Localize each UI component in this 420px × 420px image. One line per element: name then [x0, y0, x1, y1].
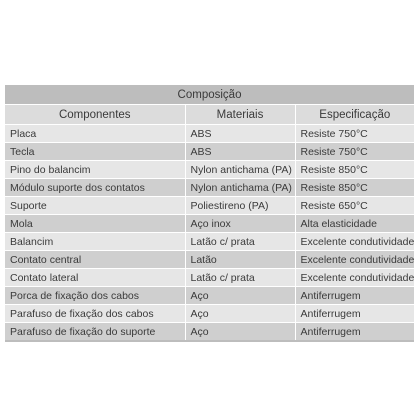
header-especificacao: Especificação: [295, 105, 414, 125]
cell-material: Aço: [185, 305, 295, 323]
cell-material: Latão: [185, 251, 295, 269]
table-row: [5, 233, 414, 251]
table-row: [5, 251, 414, 269]
cell-componente: Pino do balancim: [5, 161, 185, 179]
cell-componente: Parafuso de fixação dos cabos: [5, 305, 185, 323]
cell-especificacao: Resiste 750°C: [295, 125, 414, 143]
table-row: [5, 215, 414, 233]
cell-especificacao: Excelente condutividade: [295, 251, 414, 269]
cell-material: Latão c/ prata: [185, 269, 295, 287]
cell-componente: Balancim: [5, 233, 185, 251]
cell-componente: Mola: [5, 215, 185, 233]
cell-especificacao: Antiferrugem: [295, 287, 414, 305]
cell-material: ABS: [185, 143, 295, 161]
cell-especificacao: Excelente condutividade: [295, 233, 414, 251]
table-title: Composição: [5, 85, 414, 105]
cell-material: Poliestireno (PA): [185, 197, 295, 215]
cell-especificacao: Resiste 850°C: [295, 179, 414, 197]
cell-componente: Módulo suporte dos contatos: [5, 179, 185, 197]
cell-especificacao: Excelente condutividade: [295, 269, 414, 287]
cell-componente: Contato central: [5, 251, 185, 269]
header-materiais: Materiais: [185, 105, 295, 125]
composition-table-container: [5, 85, 414, 342]
cell-componente: Contato lateral: [5, 269, 185, 287]
table-bottom-border: [5, 340, 414, 342]
table-row: [5, 161, 414, 179]
composition-table: [5, 85, 414, 340]
table-row: [5, 143, 414, 161]
cell-material: Latão c/ prata: [185, 233, 295, 251]
cell-componente: Placa: [5, 125, 185, 143]
table-row: [5, 287, 414, 305]
cell-componente: Tecla: [5, 143, 185, 161]
cell-componente: Suporte: [5, 197, 185, 215]
cell-especificacao: Resiste 750°C: [295, 143, 414, 161]
cell-material: Nylon antichama (PA): [185, 161, 295, 179]
table-title-row: [5, 85, 414, 105]
cell-especificacao: Resiste 650°C: [295, 197, 414, 215]
table-row: [5, 179, 414, 197]
cell-especificacao: Antiferrugem: [295, 323, 414, 341]
cell-material: Aço inox: [185, 215, 295, 233]
cell-especificacao: Alta elasticidade: [295, 215, 414, 233]
header-componentes: Componentes: [5, 105, 185, 125]
table-row: [5, 197, 414, 215]
cell-material: Aço: [185, 287, 295, 305]
cell-material: Aço: [185, 323, 295, 341]
cell-componente: Parafuso de fixação do suporte: [5, 323, 185, 341]
cell-especificacao: Resiste 850°C: [295, 161, 414, 179]
cell-material: ABS: [185, 125, 295, 143]
cell-material: Nylon antichama (PA): [185, 179, 295, 197]
table-row: [5, 125, 414, 143]
table-row: [5, 269, 414, 287]
table-row: [5, 305, 414, 323]
cell-componente: Porca de fixação dos cabos: [5, 287, 185, 305]
table-header-row: [5, 105, 414, 125]
table-row: [5, 323, 414, 341]
table-body: [5, 125, 414, 341]
cell-especificacao: Antiferrugem: [295, 305, 414, 323]
